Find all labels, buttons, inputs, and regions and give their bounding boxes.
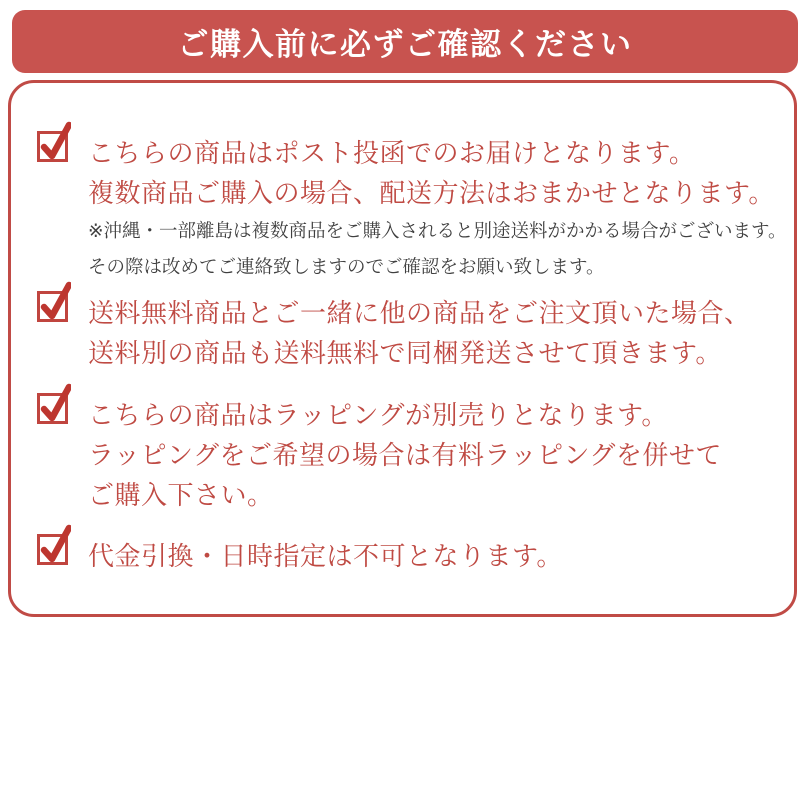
notice-text-block	[88, 133, 787, 285]
notice-item-payment-restriction	[35, 536, 778, 576]
notice-note: ※沖縄・一部離島は複数商品をご購入されると別途送料がかかる場合がございます。	[88, 220, 787, 241]
notice-text-block	[88, 395, 778, 515]
checked-checkbox-icon	[35, 120, 71, 162]
checked-checkbox-icon	[35, 523, 71, 565]
notice-line: 複数商品ご購入の場合、配送方法はおまかせとなります。	[88, 178, 775, 208]
notice-line: 送料無料商品とご一緒に他の商品をご注文頂いた場合、	[88, 298, 751, 328]
notice-text-block	[88, 293, 778, 373]
purchase-notice-page	[0, 10, 810, 810]
notice-item-shipping-method	[35, 133, 787, 285]
header-banner	[12, 10, 798, 73]
notice-line: ラッピングをご希望の場合は有料ラッピングを併せて	[88, 440, 722, 470]
page-title: ご購入前に必ずご確認ください	[177, 27, 633, 62]
notice-item-wrapping	[35, 395, 778, 515]
notice-line: 代金引換・日時指定は不可となります。	[88, 541, 563, 571]
checked-checkbox-icon	[35, 382, 71, 424]
notice-text-block	[88, 536, 778, 576]
notice-note: その際は改めてご連絡致しますのでご確認をお願い致します。	[88, 256, 605, 277]
notice-line: 送料別の商品も送料無料で同梱発送させて頂きます。	[88, 338, 722, 368]
notice-box	[8, 80, 797, 617]
notice-line: ご購入下さい。	[88, 480, 274, 510]
notice-line: こちらの商品はポスト投函でのお届けとなります。	[88, 138, 696, 168]
notice-line: こちらの商品はラッピングが別売りとなります。	[88, 400, 668, 430]
notice-item-free-shipping-bundle	[35, 293, 778, 373]
checked-checkbox-icon	[35, 280, 71, 322]
